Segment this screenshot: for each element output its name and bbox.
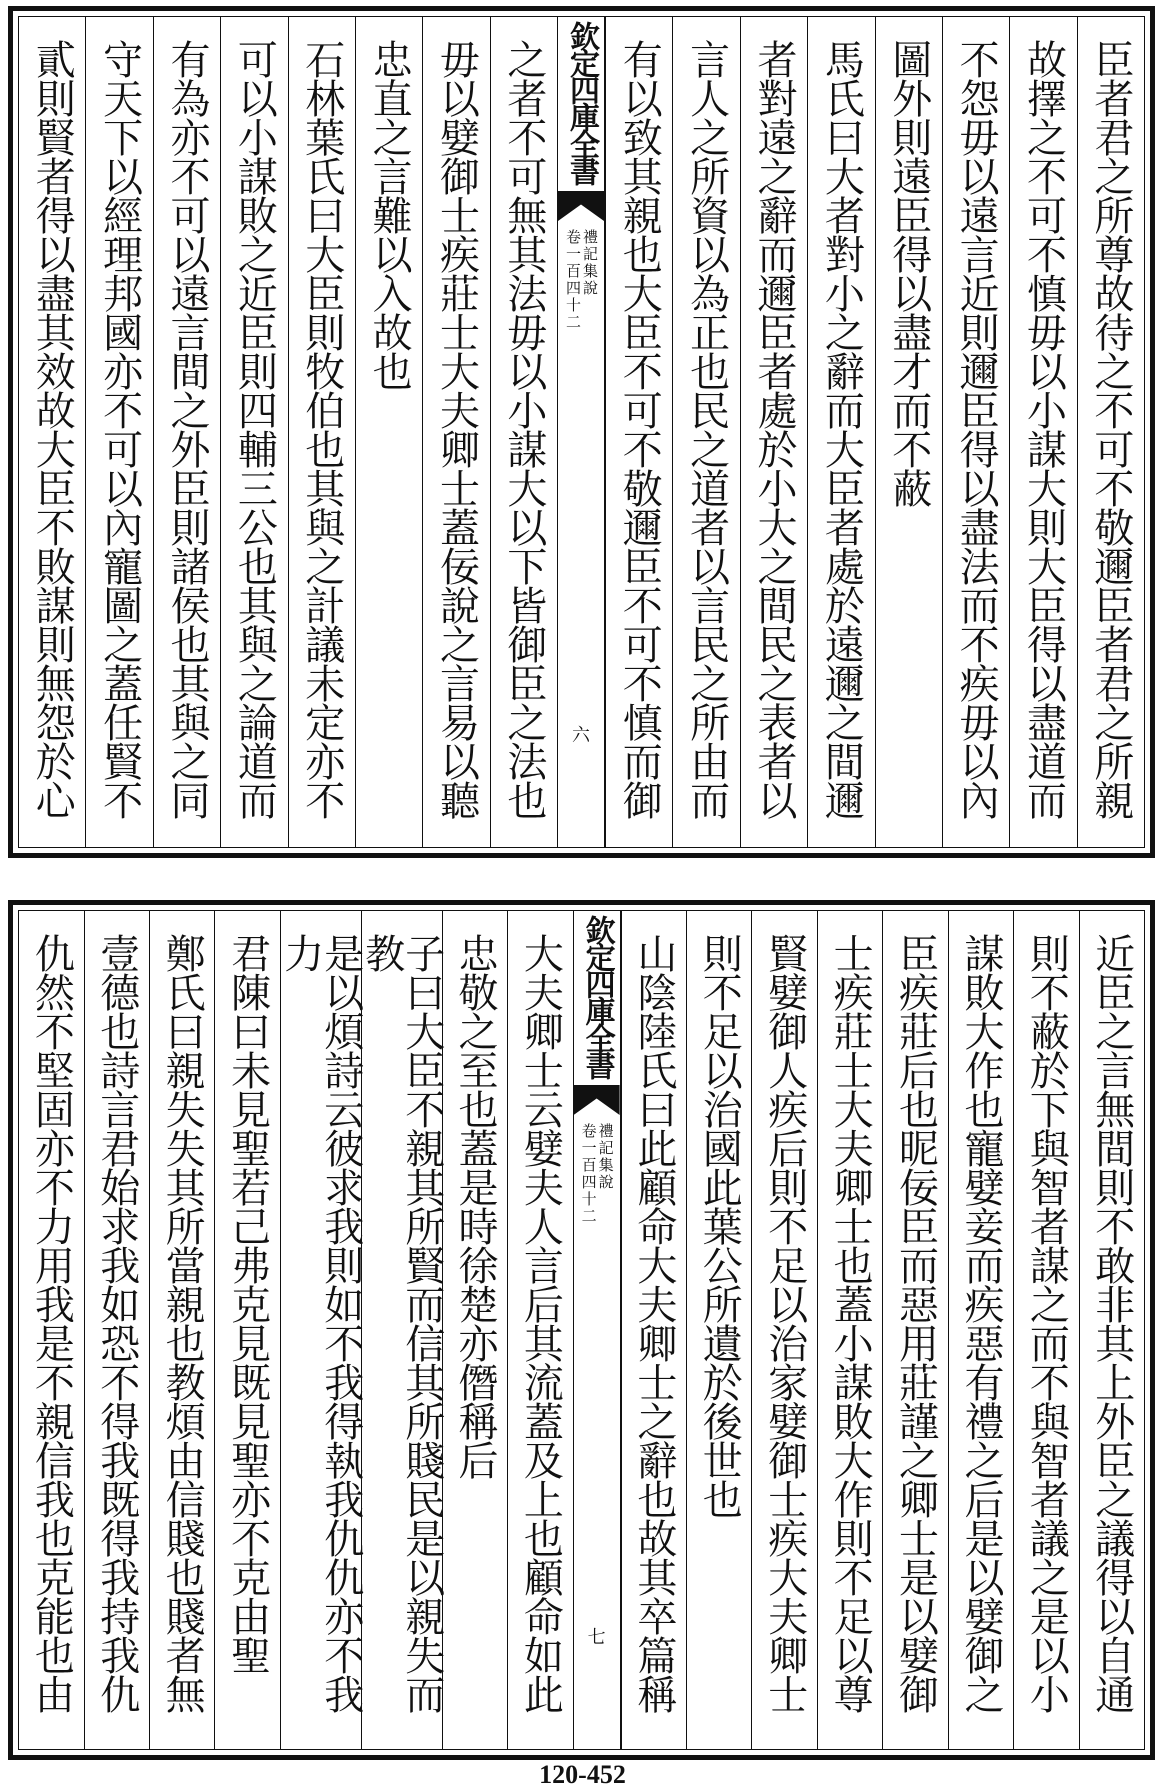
text-column: 子曰大臣不親其所賢而信其所賤民是以親失而教 <box>361 911 442 1749</box>
text-column: 則不足以治國此葉公所遺於後世也 <box>686 911 751 1749</box>
page-top-frame <box>18 16 1145 848</box>
text-column: 有以致其親也大臣不可不敬邇臣不可不慎而御 <box>605 17 672 847</box>
fishtail-mark-icon <box>574 1085 620 1115</box>
margin-subtitle <box>581 1123 613 1225</box>
margin-book-name: 禮記集說 <box>581 229 599 297</box>
text-column: 圖外則遠臣得以盡才而不蔽 <box>875 17 942 847</box>
text-column: 君陳曰未見聖若己弗克見既見聖亦不克由聖 <box>214 911 279 1749</box>
text-column: 是以煩詩云彼求我則如不我得執我仇仇亦不我力 <box>280 911 361 1749</box>
text-column: 忠直之言難以入故也 <box>355 17 422 847</box>
text-column: 言人之所資以為正也民之道者以言民之所由而 <box>672 17 739 847</box>
margin-book-name: 禮記集說 <box>596 1123 615 1191</box>
text-column: 不怨毋以遠言近則邇臣得以盡法而不疾毋以內 <box>942 17 1009 847</box>
text-column: 大夫卿士云嬖夫人言后其流蓋及上也顧命如此 <box>507 911 572 1749</box>
text-column: 賢嬖御人疾后則不足以治家嬖御士疾大夫卿士 <box>751 911 816 1749</box>
book-title: 欽定四庫全書 <box>564 21 599 183</box>
page-bottom <box>8 900 1155 1760</box>
text-column: 守天下以經理邦國亦不可以內寵圖之蓋任賢不 <box>85 17 152 847</box>
page-bottom-frame <box>18 910 1145 1750</box>
text-column: 臣者君之所尊故待之不可不敬邇臣者君之所親 <box>1077 17 1144 847</box>
text-column: 可以小謀敗之近臣則四輔三公也其與之論道而 <box>220 17 287 847</box>
text-column: 臣疾莊后也昵佞臣而惡用莊謹之卿士是以嬖御 <box>882 911 947 1749</box>
margin-page-number: 六 <box>572 725 590 746</box>
text-column: 毋以嬖御士疾莊士大夫卿士蓋佞說之言易以聽 <box>422 17 489 847</box>
text-column: 有為亦不可以遠言間之外臣則諸侯也其與之同 <box>153 17 220 847</box>
text-column: 故擇之不可不慎毋以小謀大則大臣得以盡道而 <box>1009 17 1076 847</box>
text-column: 山陰陸氏曰此顧命大夫卿士之辭也故其卒篇稱 <box>621 911 686 1749</box>
text-column: 壹德也詩言君始求我如恐不得我既得我持我仇 <box>84 911 149 1749</box>
page-top <box>8 6 1155 858</box>
fishtail-mark-icon <box>558 191 604 221</box>
margin-volume: 卷一百四十二 <box>564 229 582 331</box>
text-column: 士疾莊士大夫卿士也蓋小謀敗大作則不足以尊 <box>817 911 882 1749</box>
text-column: 鄭氏曰親失失其所當親也教煩由信賤也賤者無 <box>149 911 214 1749</box>
text-column: 石林葉氏曰大臣則牧伯也其與之計議未定亦不 <box>288 17 355 847</box>
margin-subtitle <box>565 229 597 331</box>
text-column: 者對遠之辭而邇臣者處於小大之間民之表者以 <box>740 17 807 847</box>
center-margin <box>573 911 621 1749</box>
text-column: 忠敬之至也蓋是時徐楚亦僭稱后 <box>442 911 507 1749</box>
center-margin <box>557 17 605 847</box>
text-column: 之者不可無其法毋以小謀大以下皆御臣之法也 <box>490 17 557 847</box>
text-column: 則不蔽於下與智者謀之而不與智者議之是以小 <box>1013 911 1078 1749</box>
margin-volume: 卷一百四十二 <box>579 1123 598 1225</box>
text-column: 馬氏曰大者對小之辭而大臣者處於遠邇之間邇 <box>807 17 874 847</box>
margin-page-number: 七 <box>587 1627 606 1648</box>
text-column: 仇然不堅固亦不力用我是不親信我也克能也由 <box>28 933 75 1713</box>
text-column: 謀敗大作也寵嬖妾而疾惡有禮之后是以嬖御之 <box>948 911 1013 1749</box>
book-title: 欽定四庫全書 <box>579 915 615 1077</box>
page-footer-number: 120-452 <box>539 1760 626 1789</box>
text-column: 貳則賢者得以盡其效故大臣不敗謀則無怨於心 <box>29 39 76 819</box>
text-column: 近臣之言無間則不敢非其上外臣之議得以自通 <box>1079 911 1144 1749</box>
